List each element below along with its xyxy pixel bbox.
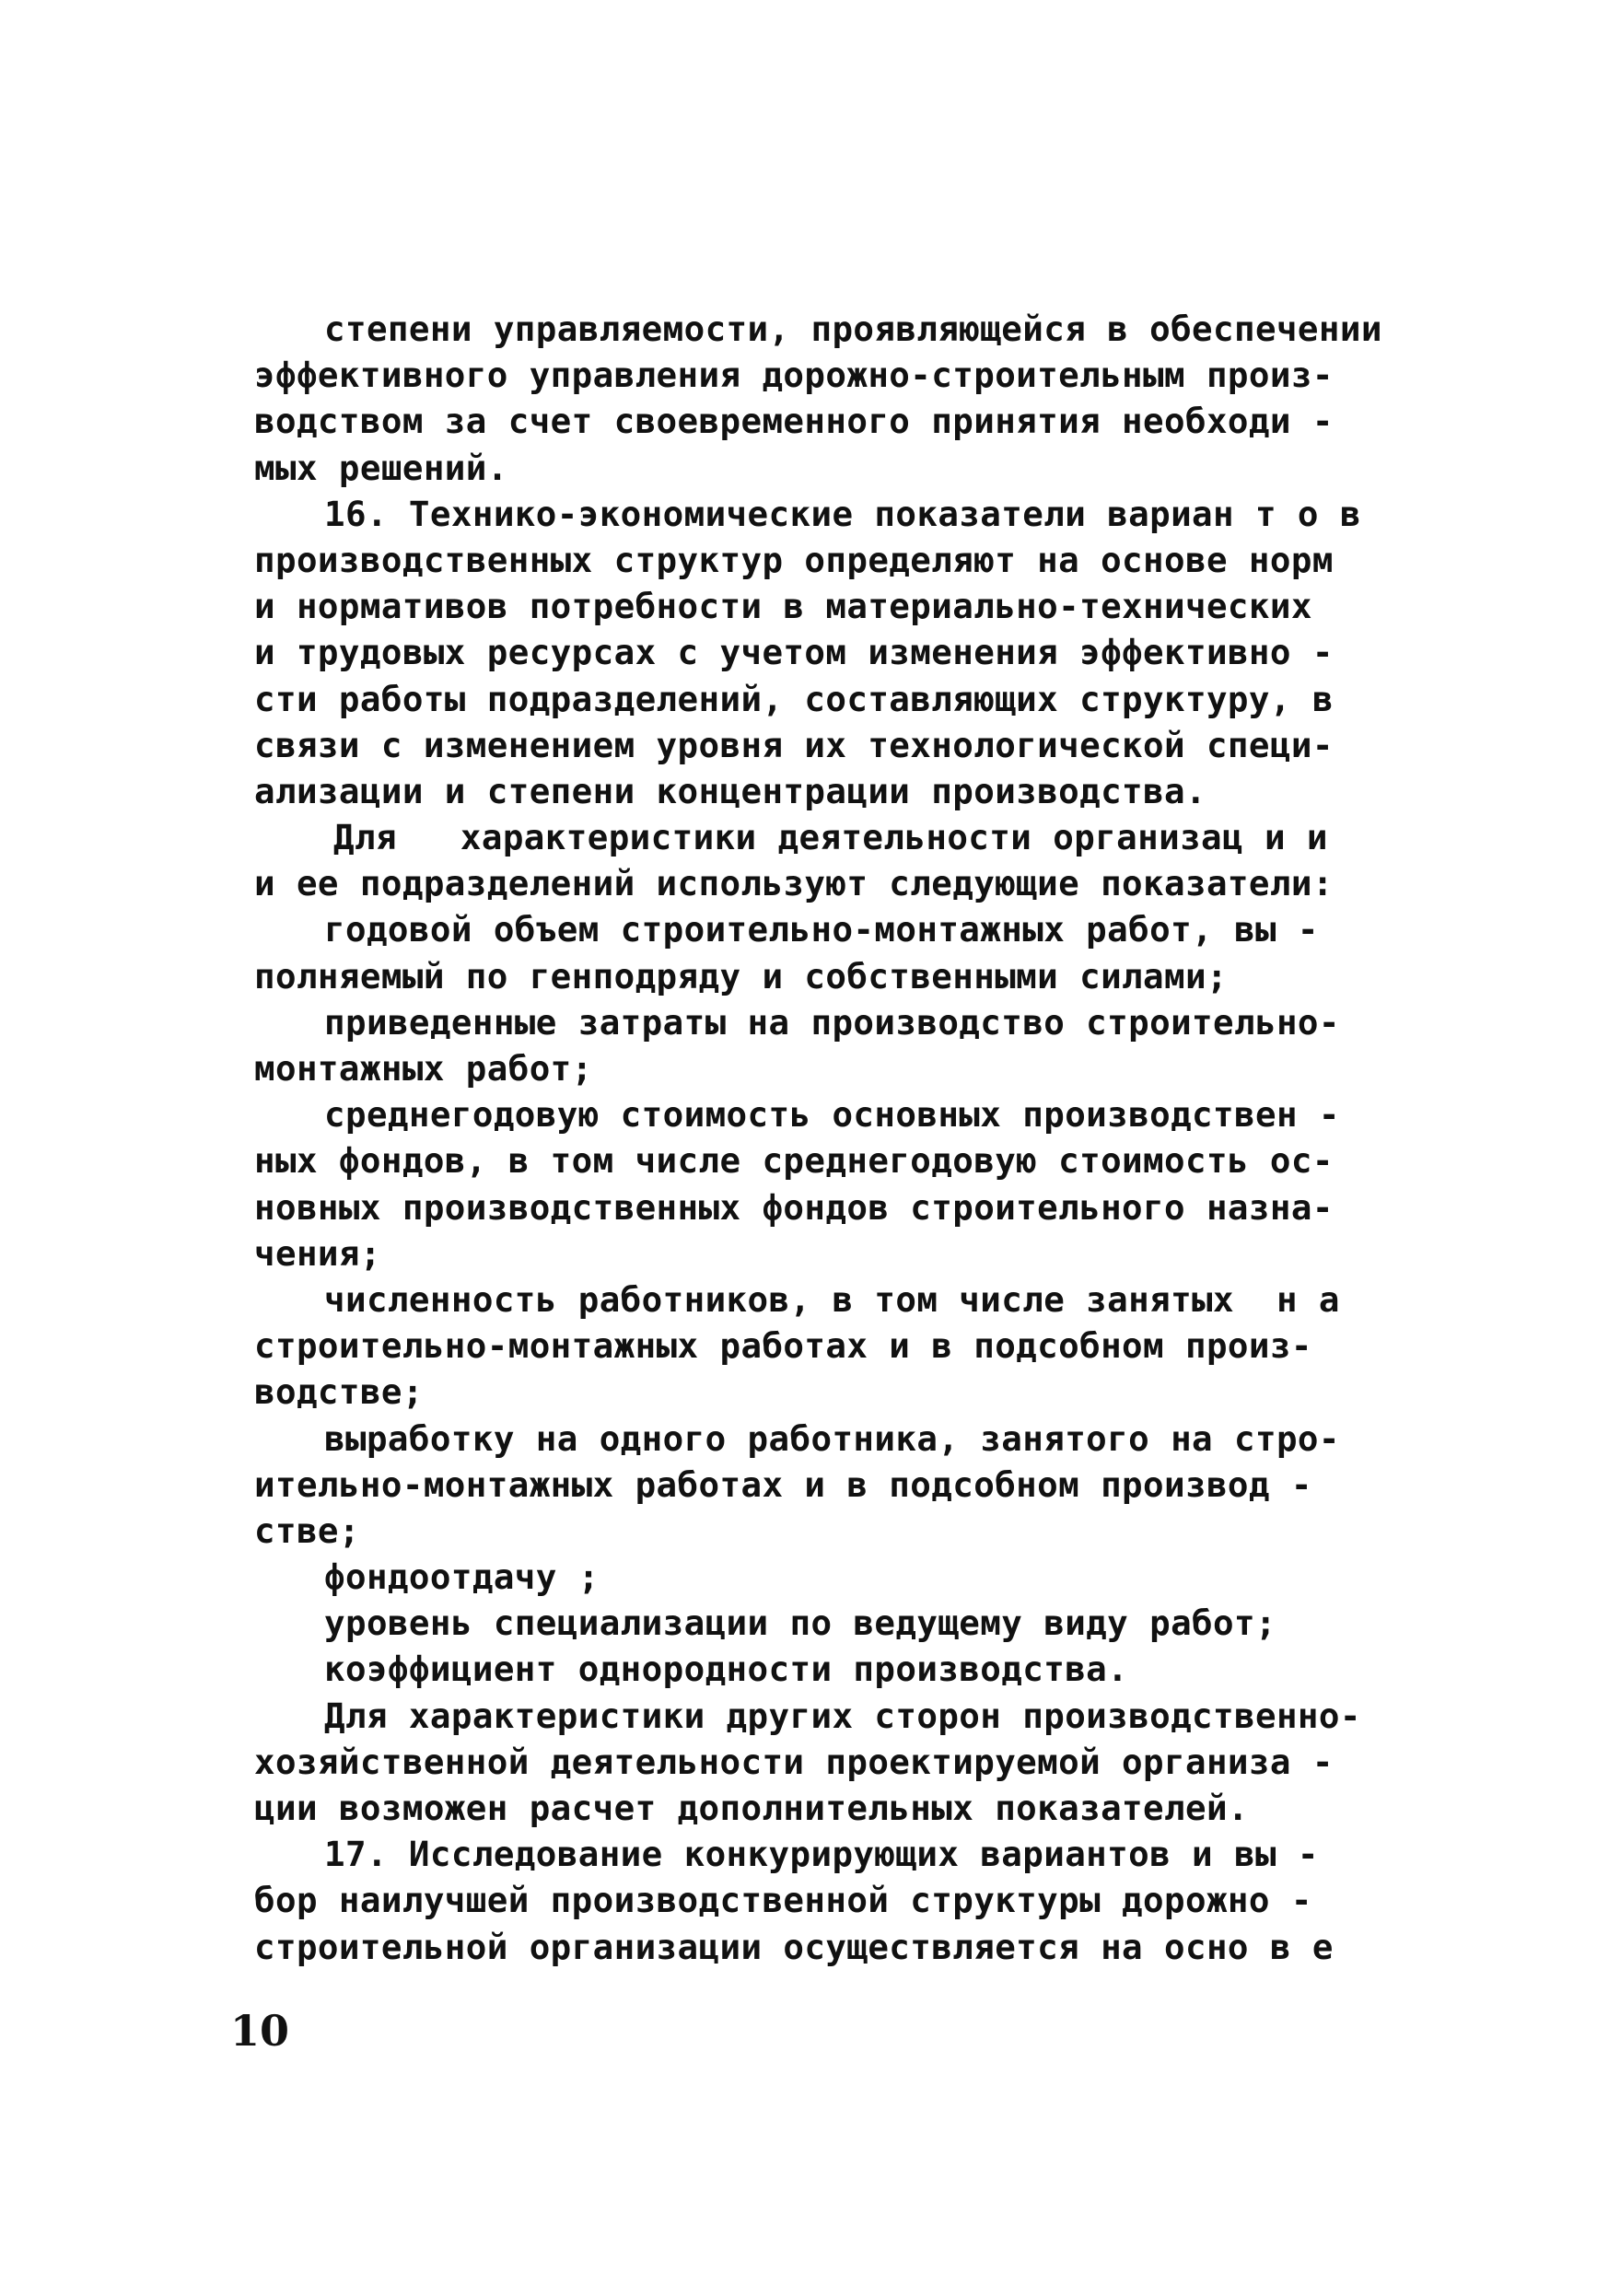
text-line: ительно-монтажных работах и в подсобном производ - (254, 1463, 1312, 1505)
text-line: ции возможен расчет дополнительных показателей. (254, 1788, 1249, 1828)
text-line: ализации и степени концентрации производства. (254, 770, 1206, 811)
text-line: годовой объем строительно-монтажных работ, вы - (324, 909, 1319, 950)
text-line: сти работы подразделений, составляющих структуру, в (254, 678, 1334, 719)
text-line: фондоотдачу ; (324, 1556, 600, 1598)
text-line: монтажных работ; (254, 1048, 593, 1089)
text-line: чения; (254, 1232, 381, 1274)
text-line: эффективного управления дорожно-строительным произ- (254, 355, 1334, 396)
text-line: уровень специализации по ведущему виду работ; (324, 1603, 1276, 1644)
text-line: ных фондов, в том числе среднегодовую стоимость ос- (254, 1140, 1334, 1182)
text-line: водством за счет своевременного принятия необходи - (254, 401, 1334, 442)
text-line: и ее подразделений используют следующие показатели: (254, 863, 1334, 904)
text-line: строительной организации осуществляется на осно в е (254, 1926, 1334, 1967)
text-line: и нормативов потребности в материально-технических (254, 586, 1312, 627)
text-line: полняемый по генподряду и собственными силами; (254, 955, 1228, 996)
text-line: 16. Технико-экономические показатели вариан т о в (324, 493, 1361, 534)
text-line: бор наилучшей производственной структуры дорожно - (254, 1880, 1312, 1921)
text-line: численность работников, в том числе занятых н а (324, 1278, 1340, 1320)
text-line: степени управляемости, проявляющейся в обеспечении (324, 309, 1382, 349)
text-line: мых решений. (254, 447, 508, 488)
text-line: приведенные затраты на производство строительно- (324, 1001, 1340, 1043)
text-line: Для характеристики других сторон производственно- (324, 1695, 1361, 1736)
text-line: хозяйственной деятельности проектируемой организа - (254, 1741, 1334, 1782)
text-line: новных производственных фондов строительного назна- (254, 1186, 1334, 1228)
text-line: коэффициент однородности производства. (324, 1649, 1129, 1690)
text-line: среднегодовую стоимость основных производствен - (324, 1094, 1340, 1136)
text-line: водстве; (254, 1371, 424, 1413)
text-line: выработку на одного работника, занятого на стро- (324, 1417, 1340, 1459)
text-line: стве; (254, 1509, 360, 1551)
text-line: Для характеристики деятельности организац и и (333, 817, 1328, 858)
page-number: 10 (230, 2006, 290, 2056)
text-line: строительно-монтажных работах и в подсобном произ- (254, 1325, 1312, 1367)
text-line: и трудовых ресурсах с учетом изменения эффективно - (254, 632, 1334, 673)
text-line: 17. Исследование конкурирующих вариантов и вы - (324, 1834, 1319, 1875)
text-line: связи с изменением уровня их технологической специ- (254, 724, 1334, 765)
text-line: производственных структур определяют на основе норм (254, 539, 1334, 580)
body-text (254, 306, 1442, 1970)
